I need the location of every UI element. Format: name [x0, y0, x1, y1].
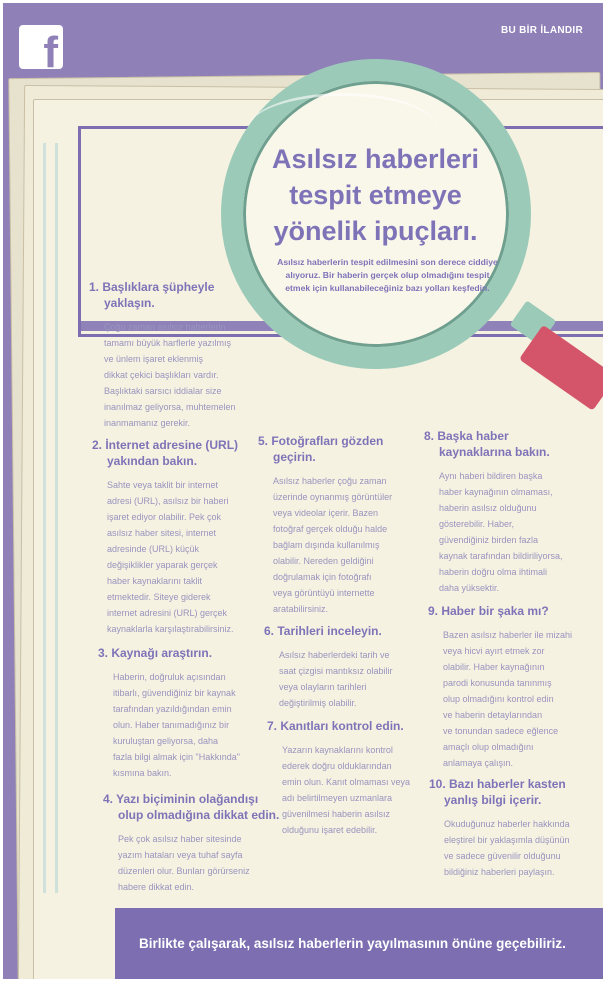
tip-6: [264, 623, 434, 711]
facebook-logo-icon: f: [19, 25, 63, 69]
tip-1: [89, 279, 259, 431]
tip-title: 2. İnternet adresine (URL) yakından bakın.: [92, 438, 239, 468]
tip-3: [98, 645, 273, 781]
paper-edge-line: [55, 143, 58, 893]
tip-title: 7. Kanıtları kontrol edin.: [267, 719, 404, 733]
tip-title: 3. Kaynağı araştırın.: [98, 646, 213, 660]
tip-5: [258, 433, 428, 617]
tip-10: [429, 776, 603, 880]
tip-title: 6. Tarihleri inceleyin.: [264, 624, 382, 638]
tip-body: Çoğu zaman asılsız haberlerin tamamı büyük harflerle yazılmış ve ünlem işaret eklenmiş dikkat çekici başlıkları vardır. Başlıktaki sarsıcı iddialar size inanılmaz geliyorsa, muhtemelen inanmamanız gerekir.: [104, 322, 236, 428]
tip-body: Aynı haberi bildiren başka haber kaynağının olmaması, haberin asılsız olduğunu gösterebilir. Haber, güvendiğiniz birden fazla kaynak tarafından bildiriliyorsa, haberin doğru olma ihtimali daha yüksektir.: [439, 471, 563, 593]
tip-body: Asılsız haberlerdeki tarih ve saat çizgisi mantıksız olabilir veya olayların tarihleri değiştirilmiş olabilir.: [279, 650, 393, 708]
tip-body: Asılsız haberler çoğu zaman üzerinde oynanmış görüntüler veya videolar içerir. Bazen fotoğraf gerçek olduğu halde bağlam dışında kullanılmış olabilir. Nereden geldiğini doğrulamak için fotoğrafı veya görüntüyü internette aratabilirsiniz.: [273, 476, 393, 614]
tip-4: [103, 791, 283, 895]
tip-body: Haberin, doğruluk açısından itibarlı, güvendiğiniz bir kaynak tarafından yazıldığından emin olun. Haber tanımadığınız bir kuruluştan geliyorsa, daha fazla bilgi almak için "Hakkında" kısmına bakın.: [113, 672, 240, 778]
tip-title: 5. Fotoğrafları gözden geçirin.: [258, 434, 384, 464]
ad-disclosure-label: BU BİR İLANDIR: [501, 25, 583, 36]
tip-7: [267, 718, 442, 838]
tip-title: 8. Başka haber kaynaklarına bakın.: [424, 429, 550, 459]
footer-slogan: Birlikte çalışarak, asılsız haberlerin yayılmasının önüne geçebiliriz.: [139, 936, 566, 951]
tip-9: [428, 603, 603, 771]
tip-2: [92, 437, 267, 637]
tip-body: Bazen asılsız haberler ile mizahi veya hicvi ayırt etmek zor olabilir. Haber kaynağının parodi konusunda tanınmış olup olmadığını kontrol edin ve haberin detaylarından ve tonundan sadece eğlence amaçlı olup olmadığını anlamaya çalışın.: [443, 630, 573, 768]
tip-body: Pek çok asılsız haber sitesinde yazım hataları veya tuhaf sayfa düzenleri olur. Bunları görürseniz habere dikkat edin.: [118, 834, 250, 892]
tip-body: Sahte veya taklit bir internet adresi (URL), asılsız bir haberi işaret ediyor olabilir. Pek çok asılsız haber sitesi, internet adresinde (URL) küçük değişiklikler yaparak gerçek haber kaynaklarını taklit etmektedir. Siteye giderek internet adresini (URL) gerçek kaynaklarla karşılaştırabilirsiniz.: [107, 480, 234, 634]
fake-news-tips-ad: [3, 3, 603, 979]
tip-body: Yazarın kaynaklarını kontrol ederek doğru olduklarından emin olun. Kanıt olmaması veya adı belirtilmeyen uzmanlara güvenilmesi haberin asılsız olduğunu işaret edebilir.: [282, 745, 411, 835]
tip-title: 10. Bazı haberler kasten yanlış bilgi içerir.: [429, 777, 566, 807]
tip-8: [424, 428, 594, 596]
tip-title: 9. Haber bir şaka mı?: [428, 604, 549, 618]
tip-title: 4. Yazı biçiminin olağandışı olup olmadığına dikkat edin.: [103, 792, 280, 822]
tip-title: 1. Başlıklara şüpheyle yaklaşın.: [89, 280, 215, 310]
paper-edge-line: [43, 143, 46, 893]
page-title: Asılsız haberleri tespit etmeye yönelik ipuçları.: [271, 144, 480, 246]
page-subtitle: Asılsız haberlerin tespit edilmesini son derece ciddiye alıyoruz. Bir haberin gerçek olup olmadığını tespit etmek için kullanabileceğiniz bazı yolları keşfedin.: [277, 257, 498, 293]
tip-body: Okuduğunuz haberler hakkında eleştirel bir yaklaşımla düşünün ve sadece güvenilir olduğunu bildiğiniz haberleri paylaşın.: [444, 819, 570, 877]
